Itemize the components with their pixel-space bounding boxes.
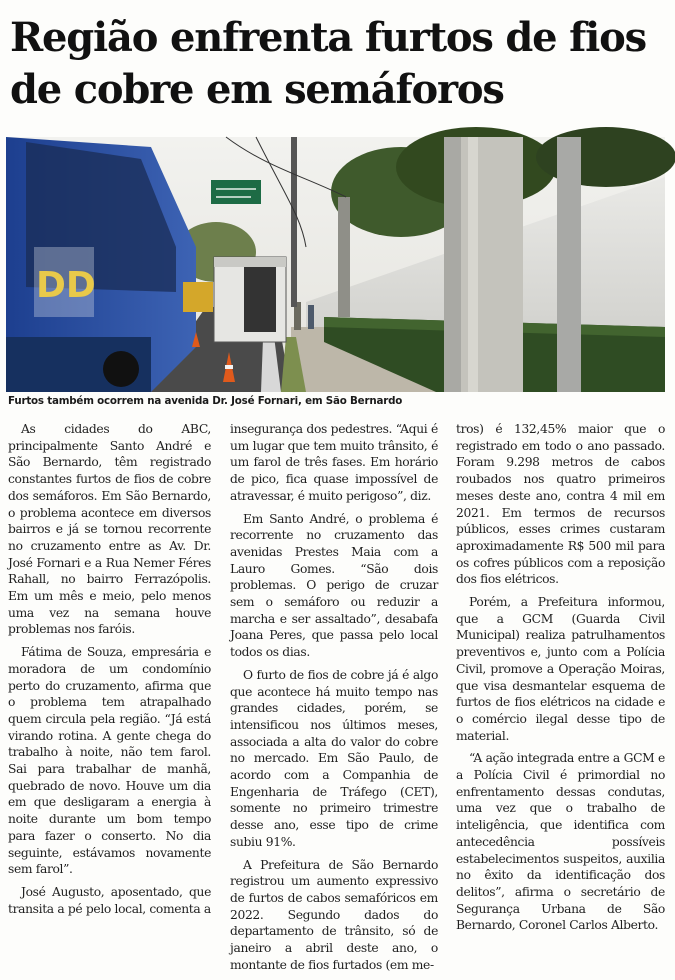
- article-column-3: [456, 421, 665, 940]
- paragraph: insegurança dos pedestres. “Aqui é um lugar que tem muito trânsito, é um farol de três fases. Em horário de pico, fica quase impossível de atravessar, é muito perigoso”, diz.: [230, 422, 438, 503]
- paragraph: José Augusto, aposentado, que transita a pé pelo local, comenta a: [8, 884, 211, 916]
- headline-line-2: de cobre em semáforos: [10, 66, 504, 113]
- paragraph: “A ação integrada entre a GCM e a Polícia Civil é primordial no enfrentamento dessas condutas, uma vez que o trabalho de inteligência, que identifica com antecedência possíveis estabelecimentos suspeitos, auxilia no êxito da identificação dos delitos”, afirma o secretário de Segurança Urbana de São Bernardo, Coronel Carlos Alberto.: [456, 751, 665, 933]
- article-column-2: [230, 421, 438, 980]
- paragraph: Em Santo André, o problema é recorrente no cruzamento das avenidas Prestes Maia com a Lauro Gomes. “São dois problemas. O perigo de cruzar sem o semáforo ou reduzir a marcha e ser assaltado”, desabafa Joana Peres, que passa pelo local todos os dias.: [230, 511, 438, 660]
- paragraph: As cidades do ABC, principalmente Santo André e São Bernardo, têm registrado constantes furtos de fios de cobre dos semáforos. Em São Bernardo, o problema acontece em diversos bairros e já se tornou recorrente no cruzamento entre as Av. Dr. José Fornari e a Rua Nemer Féres Rahall, no bairro Ferrazópolis. Em um mês e meio, pelo menos uma vez na semana houve problemas nos faróis.: [8, 422, 211, 637]
- paragraph: Fátima de Souza, empresária e moradora de um condomínio perto do cruzamento, afirma que o problema tem atrapalhado quem circula pela região. “Já está virando rotina. A gente chega do trabalho à noite, não tem farol. Sai para trabalhar de manhã, quebrado de novo. Houve um dia em que desligaram a energia à noite durante um bom tempo para fazer o conserto. No dia seguinte, estávamos novamente sem farol”.: [8, 645, 211, 877]
- street-photo-illustration: [6, 137, 665, 392]
- article-column-1: [8, 421, 211, 923]
- headline: [10, 12, 670, 116]
- photo-caption: Furtos também ocorrem na avenida Dr. José Fornari, em São Bernardo: [8, 395, 403, 407]
- article-photo: [6, 137, 665, 392]
- headline-line-1: Região enfrenta furtos de fios: [10, 14, 646, 61]
- bus-logo: DD: [36, 265, 96, 306]
- paragraph: tros) é 132,45% maior que o registrado em todo o ano passado. Foram 9.298 metros de cabos roubados nos quatro primeiros meses deste ano, contra 4 mil em 2021. Em termos de recursos públicos, esses crimes custaram aproximadamente R$ 500 mil para os cofres públicos com a reposição dos fios elétricos.: [456, 422, 665, 587]
- paragraph: A Prefeitura de São Bernardo registrou um aumento expressivo de furtos de cabos semafóricos em 2022. Segundo dados do departamento de trânsito, só de janeiro a abril deste ano, o montante de fios furtados (em me-: [230, 857, 438, 972]
- paragraph: Porém, a Prefeitura informou, que a GCM (Guarda Civil Municipal) realiza patrulhamentos preventivos e, junto com a Polícia Civil, promove a Operação Moiras, que visa desmantelar esquema de furtos de fios elétricos na cidade e o comércio ilegal desse tipo de material.: [456, 595, 665, 743]
- paragraph: O furto de fios de cobre já é algo que acontece há muito tempo nas grandes cidades, porém, se intensificou nos últimos meses, associada a alta do valor do cobre no mercado. Em São Paulo, de acordo com a Companhia de Engenharia de Tráfego (CET), somente no primeiro trimestre desse ano, esse tipo de crime subiu 91%.: [230, 667, 438, 849]
